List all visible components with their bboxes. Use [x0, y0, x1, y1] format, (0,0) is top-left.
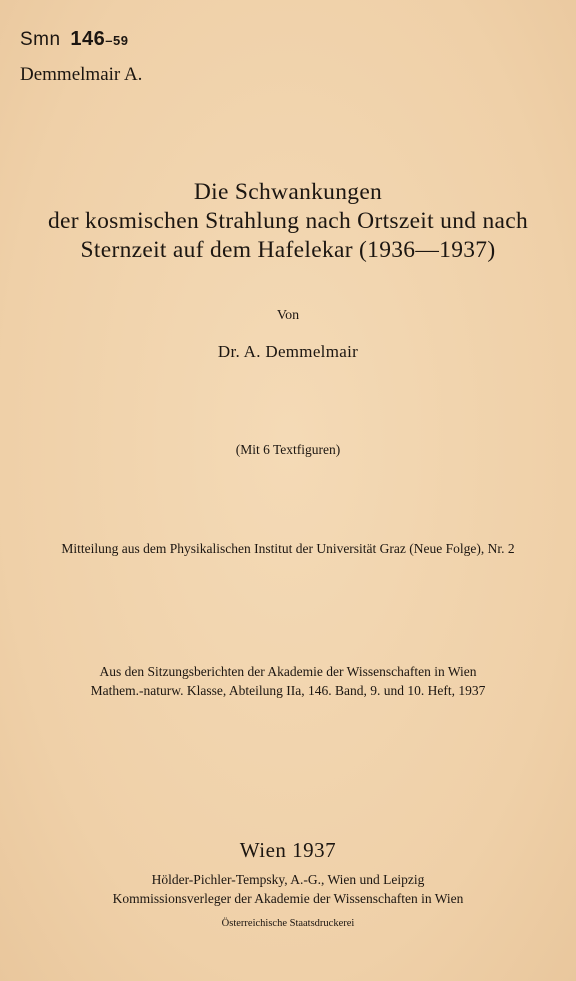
source-note	[0, 662, 576, 700]
title-line: Die Schwankungen	[193, 179, 383, 205]
shelfmark-author: Demmelmair A.	[20, 64, 143, 85]
publisher-line: Hölder-Pichler-Tempsky, A.-G., Wien und Leipzig	[151, 872, 425, 887]
byline-von: Von	[276, 308, 300, 323]
publisher-line: Kommissionsverleger der Akademie der Wissenschaften in Wien	[112, 891, 464, 906]
byline-author: Dr. A. Demmelmair	[217, 342, 359, 361]
imprint-printer: Österreichische Staatsdruckerei	[221, 918, 355, 929]
imprint-place-year: Wien 1937	[239, 838, 337, 862]
paper-title	[0, 178, 576, 265]
figures-note: (Mit 6 Textfiguren)	[235, 442, 341, 457]
title-line: Sternzeit auf dem Hafelekar (1936—1937)	[80, 237, 496, 263]
shelfmark-suffix: –59	[105, 33, 129, 48]
source-line: Aus den Sitzungsberichten der Akademie der Wissenschaften in Wien	[99, 664, 477, 679]
shelfmark-prefix: Smn	[20, 29, 61, 50]
source-line: Mathem.-naturw. Klasse, Abteilung IIa, 146. Band, 9. und 10. Heft, 1937	[90, 683, 486, 698]
title-line: der kosmischen Strahlung nach Ortszeit und nach	[47, 208, 529, 234]
imprint-publisher	[0, 870, 576, 908]
shelfmark-number: 146	[70, 28, 106, 50]
shelfmark	[20, 28, 128, 51]
institute-note: Mitteilung aus dem Physikalischen Institut der Universität Graz (Neue Folge), Nr. 2	[61, 541, 515, 556]
